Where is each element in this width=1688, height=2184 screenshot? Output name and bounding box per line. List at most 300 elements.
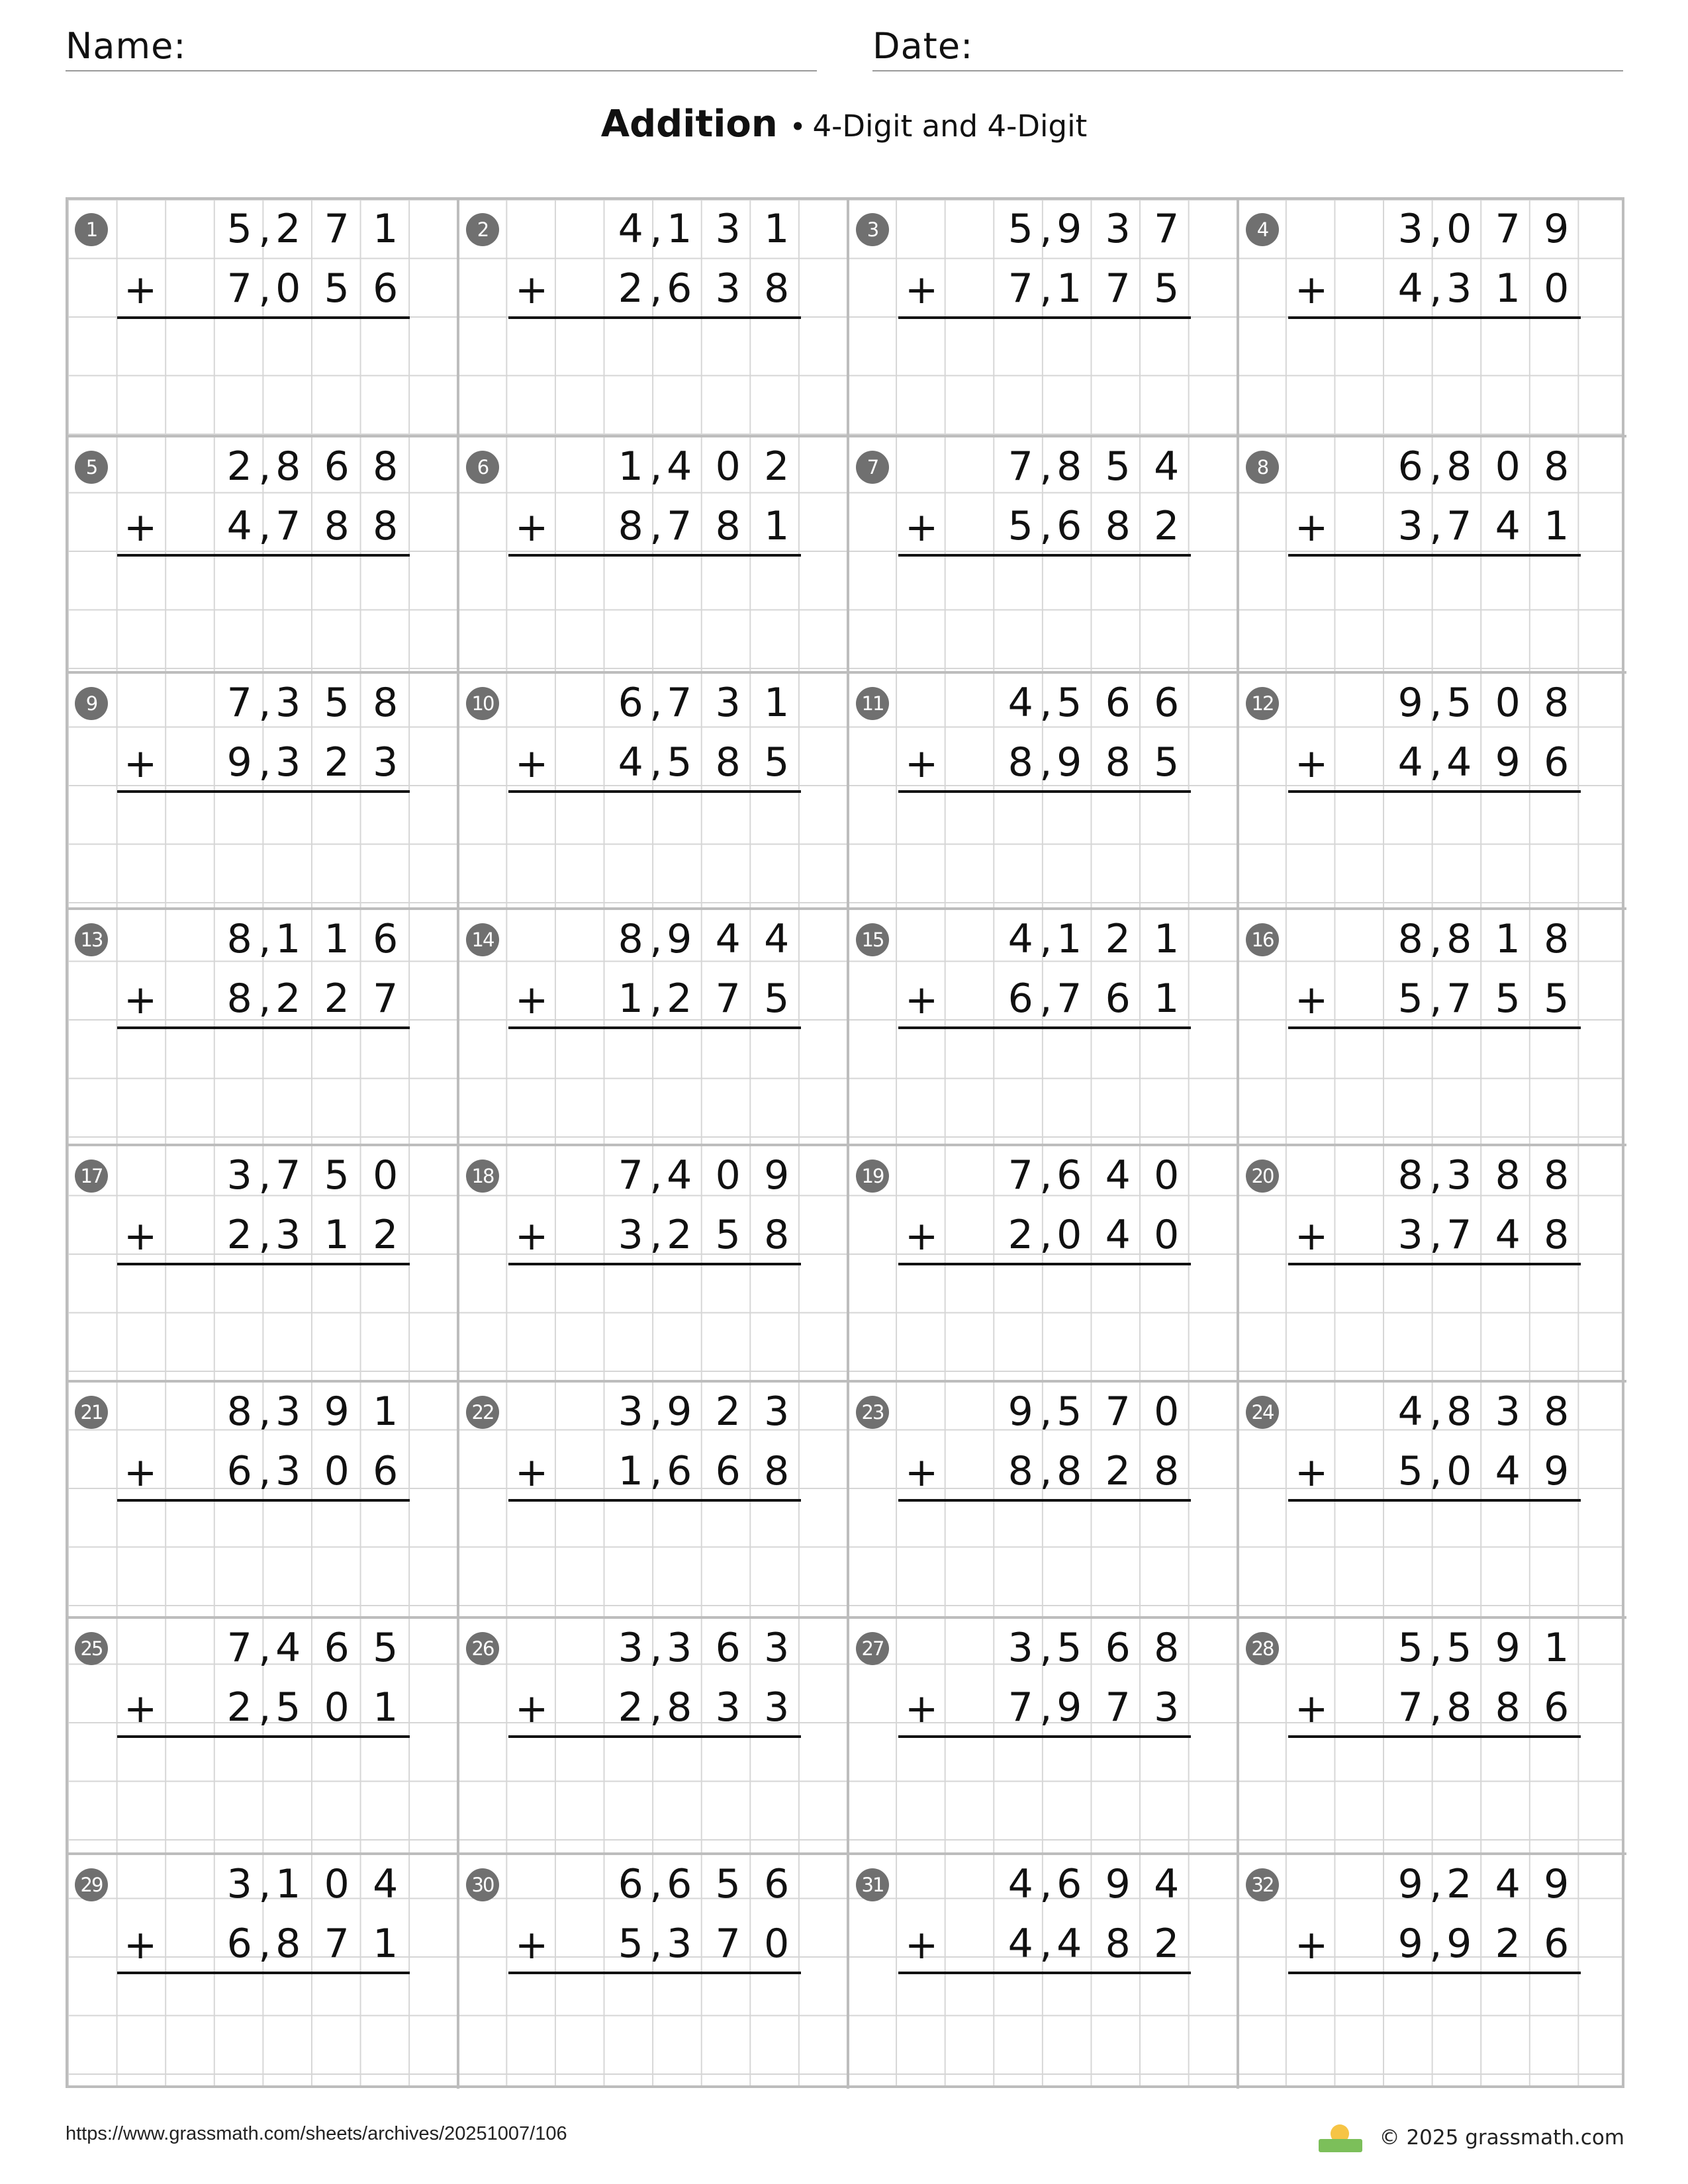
digit: 9 (1446, 1921, 1472, 1967)
problem-number-badge: 10 (466, 687, 499, 720)
addend-top (215, 910, 410, 968)
thousands-comma: , (1429, 206, 1442, 252)
digit: 8 (373, 680, 399, 726)
digit: 9 , (1386, 1915, 1435, 1973)
addend-bottom (215, 497, 410, 555)
digit: 4 , (1386, 1383, 1435, 1441)
digit: 6 (715, 1448, 741, 1494)
digit: 7 , (996, 259, 1045, 318)
addend-bottom (996, 970, 1191, 1028)
digit: 5 , (1386, 1619, 1435, 1677)
thousands-comma: , (1429, 1388, 1442, 1435)
digit: 3 (667, 1921, 692, 1967)
thousands-comma: , (1039, 1625, 1053, 1671)
plus-sign: + (1295, 267, 1329, 313)
digit: 1 (1495, 916, 1521, 962)
addend-top (215, 437, 410, 496)
thousands-comma: , (1429, 739, 1442, 786)
addend-top (606, 200, 801, 258)
digit: 6 (1544, 1921, 1570, 1967)
thousands-comma: , (649, 739, 663, 786)
thousands-comma: , (1429, 265, 1442, 312)
digit: 7 (275, 503, 301, 549)
digit: 6 , (215, 1442, 264, 1500)
digit: 7 (324, 206, 350, 252)
answer-line (508, 1263, 801, 1265)
answer-line (1288, 1499, 1581, 1502)
digit: 1 (324, 916, 350, 962)
problem-number-badge: 29 (75, 1868, 108, 1901)
thousands-comma: , (1039, 976, 1053, 1022)
problem-number-badge: 14 (466, 923, 499, 956)
addend-top (996, 674, 1191, 732)
problem-number-badge: 26 (466, 1632, 499, 1665)
thousands-comma: , (258, 503, 271, 549)
problem-number-badge: 1 (75, 213, 108, 246)
digit: 6 (764, 1861, 790, 1907)
digit: 5 (1056, 1625, 1082, 1671)
digit: 8 , (606, 910, 655, 968)
plus-sign: + (1295, 1686, 1329, 1732)
thousands-comma: , (1039, 916, 1053, 962)
digit: 6 , (215, 1915, 264, 1973)
addend-top (1386, 1855, 1581, 1913)
digit: 7 (715, 1921, 741, 1967)
thousands-comma: , (258, 443, 271, 490)
digit: 8 (715, 739, 741, 786)
digit: 5 (667, 739, 692, 786)
digit: 7 (1495, 206, 1521, 252)
digit: 6 , (606, 1855, 655, 1913)
plus-sign: + (1295, 741, 1329, 787)
problem-number-badge: 9 (75, 687, 108, 720)
problem-number-badge: 15 (856, 923, 889, 956)
digit: 9 (1544, 206, 1570, 252)
answer-line (508, 790, 801, 793)
date-label: Date: (872, 25, 974, 67)
thousands-comma: , (649, 1861, 663, 1907)
plus-sign: + (124, 1449, 158, 1496)
digit: 9 , (1386, 1855, 1435, 1913)
problem-card (847, 907, 1237, 1144)
addend-top (215, 1383, 410, 1441)
addend-bottom (215, 970, 410, 1028)
digit: 6 (1105, 976, 1131, 1022)
digit: 8 (1495, 1152, 1521, 1199)
digit: 7 (1446, 503, 1472, 549)
plus-sign: + (1295, 1922, 1329, 1968)
digit: 7 , (1386, 1678, 1435, 1737)
digit: 4 (667, 443, 692, 490)
digit: 6 (1154, 680, 1180, 726)
digit: 6 (324, 1625, 350, 1671)
digit: 4 (715, 916, 741, 962)
digit: 3 (1105, 206, 1131, 252)
digit: 3 , (606, 1619, 655, 1677)
digit: 3 (275, 1212, 301, 1258)
addend-bottom (606, 1915, 801, 1973)
problem-card (457, 1852, 847, 2089)
problem-number-badge: 18 (466, 1160, 499, 1193)
problem-card (68, 907, 458, 1144)
digit: 0 (1154, 1152, 1180, 1199)
thousands-comma: , (1039, 680, 1053, 726)
digit: 3 , (215, 1146, 264, 1205)
digit: 8 (1495, 1684, 1521, 1731)
digit: 3 (1495, 1388, 1521, 1435)
addend-top (606, 1146, 801, 1205)
problem-number-badge: 4 (1246, 213, 1279, 246)
digit: 1 (764, 680, 790, 726)
name-field[interactable] (66, 24, 817, 71)
digit: 8 (764, 1448, 790, 1494)
digit: 5 (1154, 739, 1180, 786)
digit: 6 (1105, 680, 1131, 726)
thousands-comma: , (1429, 1921, 1442, 1967)
addend-bottom (606, 497, 801, 555)
answer-line (898, 316, 1191, 319)
answer-line (117, 1026, 410, 1029)
problem-card (68, 200, 458, 436)
digit: 6 (373, 1448, 399, 1494)
digit: 6 (1105, 1625, 1131, 1671)
digit: 4 , (215, 497, 264, 555)
thousands-comma: , (258, 1448, 271, 1494)
digit: 3 (764, 1388, 790, 1435)
answer-line (508, 554, 801, 557)
digit: 0 (1495, 443, 1521, 490)
digit: 4 (667, 1152, 692, 1199)
digit: 3 , (1386, 1206, 1435, 1264)
plus-sign: + (905, 1922, 939, 1968)
digit: 7 , (996, 437, 1045, 496)
digit: 1 , (606, 1442, 655, 1500)
digit: 8 (1105, 503, 1131, 549)
addend-bottom (996, 1678, 1191, 1737)
problem-number-badge: 28 (1246, 1632, 1279, 1665)
digit: 7 (324, 1921, 350, 1967)
digit: 1 (1544, 1625, 1570, 1671)
digit: 3 (667, 1625, 692, 1671)
digit: 8 (1446, 1684, 1472, 1731)
addend-top (606, 674, 801, 732)
addend-top (606, 1619, 801, 1677)
digit: 7 (1105, 1684, 1131, 1731)
thousands-comma: , (258, 265, 271, 312)
digit: 1 (1495, 265, 1521, 312)
thousands-comma: , (649, 443, 663, 490)
digit: 8 (1544, 680, 1570, 726)
digit: 4 (1495, 1212, 1521, 1258)
plus-sign: + (905, 1686, 939, 1732)
digit: 3 (275, 1388, 301, 1435)
thousands-comma: , (258, 1152, 271, 1199)
digit: 7 , (996, 1146, 1045, 1205)
date-field[interactable] (872, 24, 1623, 71)
digit: 9 (1056, 206, 1082, 252)
problem-card (847, 1616, 1237, 1852)
digit: 2 , (215, 1678, 264, 1737)
digit: 1 (1154, 916, 1180, 962)
problem-number-badge: 16 (1246, 923, 1279, 956)
thousands-comma: , (649, 916, 663, 962)
problem-card (457, 1144, 847, 1380)
addend-bottom (996, 497, 1191, 555)
digit: 1 (764, 503, 790, 549)
digit: 5 (1056, 680, 1082, 726)
digit: 6 , (1386, 437, 1435, 496)
digit: 6 , (996, 970, 1045, 1028)
digit: 7 , (996, 1678, 1045, 1737)
problem-number-badge: 17 (75, 1160, 108, 1193)
digit: 5 (715, 1212, 741, 1258)
plus-sign: + (515, 267, 549, 313)
thousands-comma: , (649, 1625, 663, 1671)
thousands-comma: , (258, 1684, 271, 1731)
digit: 2 (667, 976, 692, 1022)
plus-sign: + (124, 504, 158, 551)
digit: 1 (324, 1212, 350, 1258)
problem-card (1237, 1144, 1626, 1380)
thousands-comma: , (258, 206, 271, 252)
addend-top (996, 1146, 1191, 1205)
problem-number-badge: 21 (75, 1396, 108, 1429)
digit: 2 (1495, 1921, 1521, 1967)
digit: 8 (1154, 1625, 1180, 1671)
addend-top (606, 910, 801, 968)
answer-line (508, 1499, 801, 1502)
problem-card (1237, 1616, 1626, 1852)
digit: 8 , (1386, 1146, 1435, 1205)
digit: 4 , (996, 674, 1045, 732)
digit: 8 (1056, 1448, 1082, 1494)
answer-line (898, 1499, 1191, 1502)
problem-number-badge: 24 (1246, 1396, 1279, 1429)
thousands-comma: , (258, 1861, 271, 1907)
plus-sign: + (1295, 977, 1329, 1023)
digit: 5 (1446, 680, 1472, 726)
digit: 2 (324, 739, 350, 786)
digit: 6 (1056, 1152, 1082, 1199)
digit: 5 (715, 1861, 741, 1907)
problem-card (1237, 671, 1626, 907)
addend-top (1386, 1383, 1581, 1441)
digit: 1 (373, 1388, 399, 1435)
thousands-comma: , (1039, 265, 1053, 312)
digit: 5 , (996, 497, 1045, 555)
addend-bottom (1386, 1915, 1581, 1973)
worksheet-title (0, 103, 1688, 146)
digit: 1 (1154, 976, 1180, 1022)
addend-bottom (1386, 1678, 1581, 1737)
thousands-comma: , (649, 265, 663, 312)
digit: 0 (324, 1861, 350, 1907)
thousands-comma: , (258, 680, 271, 726)
digit: 9 (324, 1388, 350, 1435)
digit: 7 (1154, 206, 1180, 252)
thousands-comma: , (1039, 1921, 1053, 1967)
digit: 9 (1495, 739, 1521, 786)
addend-top (1386, 910, 1581, 968)
digit: 7 (715, 976, 741, 1022)
digit: 7 , (606, 1146, 655, 1205)
digit: 9 (1495, 1625, 1521, 1671)
footer-copyright-block (1317, 2122, 1624, 2154)
addend-top (1386, 437, 1581, 496)
addend-top (1386, 1146, 1581, 1205)
thousands-comma: , (1039, 1861, 1053, 1907)
plus-sign: + (1295, 1449, 1329, 1496)
digit: 3 (373, 739, 399, 786)
digit: 8 (1544, 443, 1570, 490)
answer-line (898, 1735, 1191, 1738)
digit: 3 , (1386, 497, 1435, 555)
plus-sign: + (905, 741, 939, 787)
digit: 7 (275, 1152, 301, 1199)
answer-line (117, 1735, 410, 1738)
digit: 7 (1446, 1212, 1472, 1258)
digit: 0 (324, 1448, 350, 1494)
digit: 8 , (215, 1383, 264, 1441)
thousands-comma: , (258, 916, 271, 962)
problem-card (68, 671, 458, 907)
problem-card (847, 200, 1237, 436)
thousands-comma: , (649, 503, 663, 549)
plus-sign: + (124, 977, 158, 1023)
digit: 2 , (996, 1206, 1045, 1264)
addend-top (606, 1383, 801, 1441)
problem-number-badge: 25 (75, 1632, 108, 1665)
digit: 4 (1105, 1152, 1131, 1199)
thousands-comma: , (1429, 443, 1442, 490)
thousands-comma: , (649, 1921, 663, 1967)
problem-number-badge: 7 (856, 451, 889, 484)
addend-top (1386, 674, 1581, 732)
digit: 4 , (606, 200, 655, 258)
digit: 3 (1446, 1152, 1472, 1199)
addend-top (996, 437, 1191, 496)
answer-line (117, 554, 410, 557)
addend-bottom (1386, 1442, 1581, 1500)
digit: 9 (1056, 1684, 1082, 1731)
problem-number-badge: 31 (856, 1868, 889, 1901)
plus-sign: + (905, 1449, 939, 1496)
problem-card (847, 435, 1237, 671)
digit: 4 (275, 1625, 301, 1671)
digit: 0 (1495, 680, 1521, 726)
problem-number-badge: 12 (1246, 687, 1279, 720)
problem-number-badge: 22 (466, 1396, 499, 1429)
problem-card (1237, 200, 1626, 436)
thousands-comma: , (258, 1388, 271, 1435)
digit: 6 (1544, 1684, 1570, 1731)
digit: 7 (373, 976, 399, 1022)
addend-top (606, 437, 801, 496)
digit: 3 (715, 206, 741, 252)
digit: 1 (1056, 265, 1082, 312)
thousands-comma: , (1039, 443, 1053, 490)
thousands-comma: , (258, 1212, 271, 1258)
digit: 2 (1154, 503, 1180, 549)
digit: 4 (1495, 1861, 1521, 1907)
digit: 2 (1105, 1448, 1131, 1494)
addend-top (215, 1619, 410, 1677)
plus-sign: + (1295, 504, 1329, 551)
digit: 5 , (606, 1915, 655, 1973)
digit: 9 , (215, 733, 264, 792)
problem-number-badge: 32 (1246, 1868, 1279, 1901)
digit: 3 (1154, 1684, 1180, 1731)
digit: 3 (715, 265, 741, 312)
plus-sign: + (124, 1922, 158, 1968)
thousands-comma: , (1039, 1152, 1053, 1199)
addend-bottom (606, 1678, 801, 1737)
digit: 7 (667, 503, 692, 549)
plus-sign: + (515, 504, 549, 551)
problem-card (457, 907, 847, 1144)
thousands-comma: , (1429, 1152, 1442, 1199)
digit: 7 (667, 680, 692, 726)
digit: 3 (1446, 265, 1472, 312)
answer-line (117, 1263, 410, 1265)
thousands-comma: , (649, 1448, 663, 1494)
digit: 8 (1544, 1388, 1570, 1435)
problem-number-badge: 20 (1246, 1160, 1279, 1193)
digit: 8 (275, 1921, 301, 1967)
digit: 2 (1105, 916, 1131, 962)
answer-line (1288, 1972, 1581, 1974)
thousands-comma: , (1039, 1448, 1053, 1494)
addend-bottom (1386, 1206, 1581, 1264)
thousands-comma: , (649, 206, 663, 252)
problem-card (457, 200, 847, 436)
addend-bottom (606, 733, 801, 792)
digit: 8 (373, 503, 399, 549)
digit: 4 , (996, 1855, 1045, 1913)
digit: 6 (667, 1448, 692, 1494)
problem-number-badge: 13 (75, 923, 108, 956)
addend-top (996, 910, 1191, 968)
thousands-comma: , (649, 1212, 663, 1258)
name-label: Name: (66, 25, 187, 67)
problem-card (457, 671, 847, 907)
problem-card (847, 1380, 1237, 1616)
digit: 6 (715, 1625, 741, 1671)
thousands-comma: , (649, 976, 663, 1022)
thousands-comma: , (1429, 916, 1442, 962)
digit: 5 (275, 1684, 301, 1731)
digit: 3 (764, 1684, 790, 1731)
thousands-comma: , (1039, 1684, 1053, 1731)
digit: 3 (275, 1448, 301, 1494)
answer-line (508, 1735, 801, 1738)
digit: 4 , (996, 910, 1045, 968)
digit: 0 (1154, 1388, 1180, 1435)
plus-sign: + (515, 1686, 549, 1732)
digit: 5 (1154, 265, 1180, 312)
digit: 0 (275, 265, 301, 312)
digit: 3 , (606, 1383, 655, 1441)
footer-copyright: © 2025 grassmath.com (1379, 2126, 1624, 2150)
digit: 4 , (996, 1915, 1045, 1973)
digit: 0 (764, 1921, 790, 1967)
digit: 9 (1056, 739, 1082, 786)
addend-bottom (215, 1678, 410, 1737)
digit: 7 , (215, 674, 264, 732)
digit: 7 (1105, 265, 1131, 312)
digit: 1 (275, 1861, 301, 1907)
digit: 3 , (606, 1206, 655, 1264)
